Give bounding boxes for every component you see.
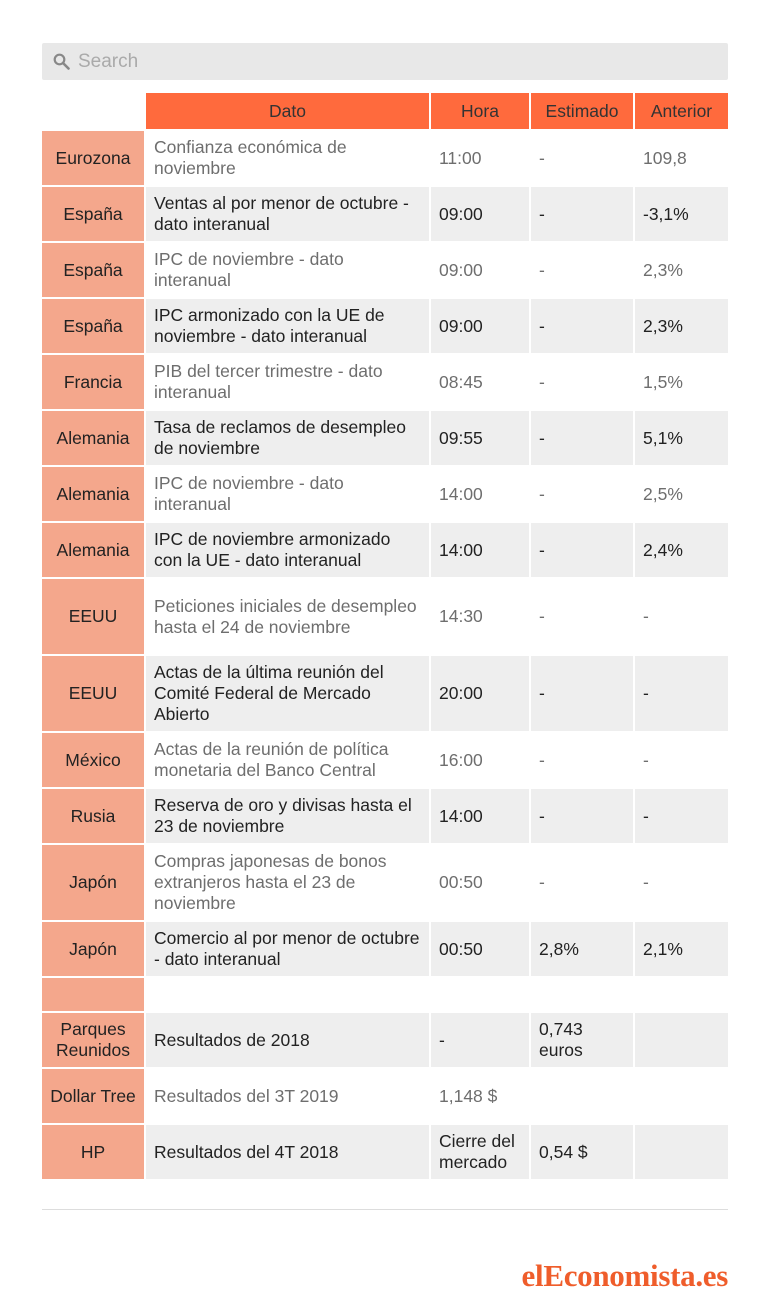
- cell-country: EEUU: [42, 655, 145, 732]
- cell-hora: 14:00: [430, 522, 530, 578]
- spacer-cell: [430, 977, 530, 1012]
- cell-dato: Reserva de oro y divisas hasta el 23 de noviembre: [145, 788, 430, 844]
- table-row: [42, 242, 728, 298]
- header-anterior: Anterior: [634, 93, 728, 130]
- cell-anterior: -: [634, 578, 728, 655]
- cell-hora: 09:00: [430, 298, 530, 354]
- cell-anterior: 1,5%: [634, 354, 728, 410]
- cell-estimado: -: [530, 130, 634, 186]
- cell-dato: IPC de noviembre - dato interanual: [145, 242, 430, 298]
- cell-country: Francia: [42, 354, 145, 410]
- cell-dato: PIB del tercer trimestre - dato interanual: [145, 354, 430, 410]
- cell-country: Alemania: [42, 410, 145, 466]
- table-row: [42, 921, 728, 977]
- cell-dato: IPC armonizado con la UE de noviembre - dato interanual: [145, 298, 430, 354]
- cell-dato: IPC de noviembre - dato interanual: [145, 466, 430, 522]
- table-spacer-row: [42, 977, 728, 1012]
- cell-estimado: -: [530, 354, 634, 410]
- cell-hora: 20:00: [430, 655, 530, 732]
- cell-estimado: -: [530, 522, 634, 578]
- cell-anterior: -: [634, 844, 728, 921]
- cell-estimado: -: [530, 466, 634, 522]
- cell-country: Alemania: [42, 522, 145, 578]
- cell-anterior: 109,8: [634, 130, 728, 186]
- spacer-cell: [145, 977, 430, 1012]
- cell-estimado: -: [530, 578, 634, 655]
- cell-dato: Resultados del 4T 2018: [145, 1124, 430, 1180]
- cell-anterior: [634, 1012, 728, 1068]
- cell-country: EEUU: [42, 578, 145, 655]
- cell-estimado: -: [530, 242, 634, 298]
- cell-estimado: 0,54 $: [530, 1124, 634, 1180]
- cell-estimado: -: [530, 655, 634, 732]
- cell-dato: Actas de la última reunión del Comité Federal de Mercado Abierto: [145, 655, 430, 732]
- table-row: [42, 1012, 728, 1068]
- cell-country: Japón: [42, 921, 145, 977]
- cell-hora: 09:00: [430, 186, 530, 242]
- cell-anterior: 2,3%: [634, 242, 728, 298]
- header-dato: Dato: [145, 93, 430, 130]
- cell-country: HP: [42, 1124, 145, 1180]
- cell-hora: 14:00: [430, 466, 530, 522]
- cell-country: Eurozona: [42, 130, 145, 186]
- cell-dato: Actas de la reunión de política monetaria del Banco Central: [145, 732, 430, 788]
- cell-estimado: -: [530, 298, 634, 354]
- cell-estimado: -: [530, 788, 634, 844]
- cell-hora: -: [430, 1012, 530, 1068]
- table-row: [42, 354, 728, 410]
- table-row: [42, 1068, 728, 1124]
- cell-hora: 16:00: [430, 732, 530, 788]
- cell-anterior: -: [634, 788, 728, 844]
- cell-dato: IPC de noviembre armonizado con la UE - dato interanual: [145, 522, 430, 578]
- cell-hora: 14:00: [430, 788, 530, 844]
- cell-hora: Cierre del mercado: [430, 1124, 530, 1180]
- cell-hora: 09:55: [430, 410, 530, 466]
- cell-country: España: [42, 242, 145, 298]
- cell-dato: Confianza económica de noviembre: [145, 130, 430, 186]
- cell-anterior: 2,3%: [634, 298, 728, 354]
- cell-country: Japón: [42, 844, 145, 921]
- header-estimado: Estimado: [530, 93, 634, 130]
- cell-estimado: 2,8%: [530, 921, 634, 977]
- cell-estimado: -: [530, 186, 634, 242]
- table-header: [42, 93, 728, 130]
- economic-calendar-table: [42, 93, 728, 1181]
- table-row: [42, 466, 728, 522]
- cell-hora: 09:00: [430, 242, 530, 298]
- cell-estimado: 0,743 euros: [530, 1012, 634, 1068]
- cell-country: España: [42, 186, 145, 242]
- table-row: [42, 844, 728, 921]
- cell-hora: 00:50: [430, 921, 530, 977]
- cell-hora: 11:00: [430, 130, 530, 186]
- cell-dato: Resultados del 3T 2019: [145, 1068, 430, 1124]
- eleconomista-logo: elEconomista.es: [521, 1258, 728, 1293]
- cell-country: Dollar Tree: [42, 1068, 145, 1124]
- cell-anterior: [634, 1124, 728, 1180]
- spacer-country-cell: [42, 977, 145, 1012]
- cell-estimado: -: [530, 732, 634, 788]
- cell-anterior: [634, 1068, 728, 1124]
- cell-country: Alemania: [42, 466, 145, 522]
- cell-hora: 00:50: [430, 844, 530, 921]
- spacer-cell: [634, 977, 728, 1012]
- cell-anterior: -3,1%: [634, 186, 728, 242]
- cell-dato: Peticiones iniciales de desempleo hasta el 24 de noviembre: [145, 578, 430, 655]
- cell-anterior: 2,4%: [634, 522, 728, 578]
- table-row: [42, 298, 728, 354]
- table-row: [42, 655, 728, 732]
- cell-dato: Ventas al por menor de octubre - dato interanual: [145, 186, 430, 242]
- search-icon: [53, 53, 70, 70]
- cell-estimado: [530, 1068, 634, 1124]
- header-blank-cell: [42, 93, 145, 130]
- table-row: [42, 732, 728, 788]
- cell-hora: 1,148 $: [430, 1068, 530, 1124]
- spacer-cell: [530, 977, 634, 1012]
- cell-dato: Compras japonesas de bonos extranjeros hasta el 23 de noviembre: [145, 844, 430, 921]
- header-hora: Hora: [430, 93, 530, 130]
- search-input[interactable]: [78, 51, 678, 73]
- table-row: [42, 1124, 728, 1180]
- table-row: [42, 788, 728, 844]
- cell-dato: Tasa de reclamos de desempleo de noviembre: [145, 410, 430, 466]
- table-row: [42, 522, 728, 578]
- table-row: [42, 578, 728, 655]
- search-bar[interactable]: [42, 43, 728, 80]
- cell-hora: 14:30: [430, 578, 530, 655]
- cell-country: México: [42, 732, 145, 788]
- table-row: [42, 186, 728, 242]
- cell-country: Rusia: [42, 788, 145, 844]
- footer-divider: [42, 1209, 728, 1210]
- cell-dato: Resultados de 2018: [145, 1012, 430, 1068]
- cell-anterior: 2,1%: [634, 921, 728, 977]
- cell-anterior: -: [634, 655, 728, 732]
- cell-anterior: 5,1%: [634, 410, 728, 466]
- cell-estimado: -: [530, 844, 634, 921]
- cell-dato: Comercio al por menor de octubre - dato interanual: [145, 921, 430, 977]
- cell-hora: 08:45: [430, 354, 530, 410]
- table-row: [42, 410, 728, 466]
- table-row: [42, 130, 728, 186]
- cell-country: España: [42, 298, 145, 354]
- cell-estimado: -: [530, 410, 634, 466]
- cell-anterior: 2,5%: [634, 466, 728, 522]
- cell-anterior: -: [634, 732, 728, 788]
- cell-country: Parques Reunidos: [42, 1012, 145, 1068]
